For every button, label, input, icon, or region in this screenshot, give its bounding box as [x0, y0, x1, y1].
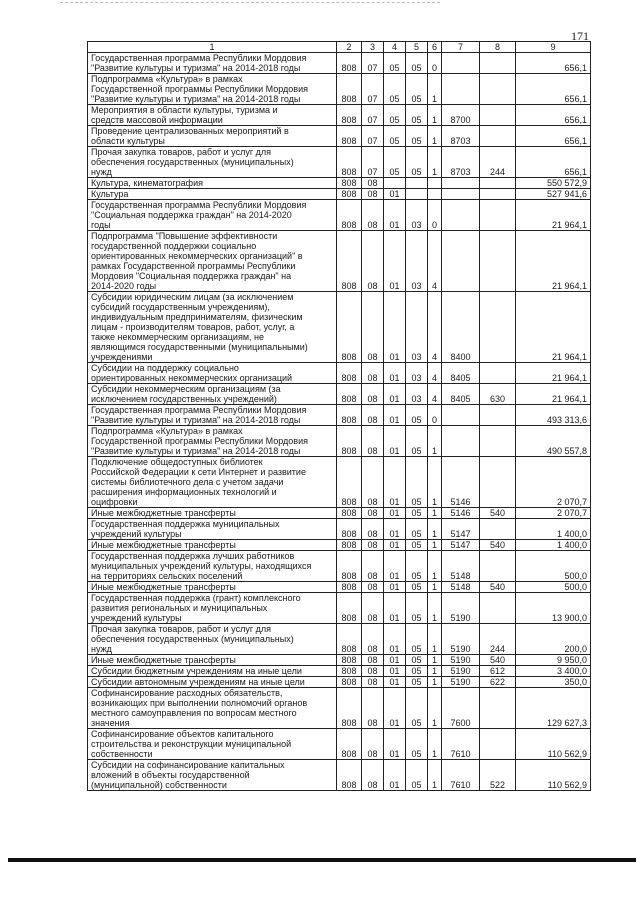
expense-type-code-cell: 540: [480, 582, 516, 593]
program-code-cell: [406, 189, 428, 200]
expense-type-code-cell: [480, 729, 516, 760]
row-name-cell: Государственная программа Республики Мордовия "Развитие культуры и туризма" на 2014-2018 годы: [88, 405, 337, 426]
admin-code-cell: 808: [337, 655, 362, 666]
section-code-cell: 08: [362, 405, 384, 426]
row-name-cell: Субсидии автономным учреждениям на иные цели: [88, 677, 337, 688]
target-code-cell: 5190: [442, 624, 480, 655]
program-code-cell: 05: [406, 688, 428, 729]
amount-cell: 500,0: [516, 551, 591, 582]
target-code-cell: 5190: [442, 655, 480, 666]
program-code-cell: 05: [406, 405, 428, 426]
subsection-code-cell: 01: [384, 760, 406, 791]
program-code-cell: 05: [406, 677, 428, 688]
section-code-cell: 08: [362, 200, 384, 231]
program-code-cell: 05: [406, 540, 428, 551]
target-code-cell: 5190: [442, 677, 480, 688]
amount-cell: 110 562,9: [516, 760, 591, 791]
subprogram-code-cell: 1: [428, 582, 442, 593]
admin-code-cell: 808: [337, 426, 362, 457]
row-name-cell: Государственная поддержка лучших работников муниципальных учреждений культуры, находящихся на территориях сельских поселений: [88, 551, 337, 582]
table-row: [88, 593, 591, 624]
page-number: 171: [571, 29, 589, 43]
subprogram-code-cell: 1: [428, 624, 442, 655]
expense-type-code-cell: 244: [480, 624, 516, 655]
target-code-cell: 5190: [442, 666, 480, 677]
program-code-cell: 05: [406, 508, 428, 519]
table-row: [88, 126, 591, 147]
admin-code-cell: 808: [337, 582, 362, 593]
subsection-code-cell: 01: [384, 519, 406, 540]
admin-code-cell: 808: [337, 593, 362, 624]
column-header: 7: [442, 42, 480, 53]
expense-type-code-cell: [480, 126, 516, 147]
section-code-cell: 08: [362, 519, 384, 540]
row-name-cell: Иные межбюджетные трансферты: [88, 508, 337, 519]
program-code-cell: 03: [406, 363, 428, 384]
section-code-cell: 08: [362, 426, 384, 457]
expense-type-code-cell: [480, 519, 516, 540]
program-code-cell: [406, 178, 428, 189]
table-row: [88, 189, 591, 200]
expense-type-code-cell: 540: [480, 508, 516, 519]
admin-code-cell: 808: [337, 677, 362, 688]
program-code-cell: 05: [406, 729, 428, 760]
amount-cell: 656,1: [516, 105, 591, 126]
row-name-cell: Культура, кинематография: [88, 178, 337, 189]
target-code-cell: [442, 74, 480, 105]
section-code-cell: 08: [362, 189, 384, 200]
table-row: [88, 655, 591, 666]
subsection-code-cell: 01: [384, 666, 406, 677]
row-name-cell: Государственная поддержка (грант) комплексного развития региональных и муниципальных учреждений культуры: [88, 593, 337, 624]
expense-type-code-cell: [480, 457, 516, 508]
expense-type-code-cell: [480, 200, 516, 231]
subprogram-code-cell: 1: [428, 508, 442, 519]
expense-type-code-cell: 540: [480, 655, 516, 666]
section-code-cell: 08: [362, 666, 384, 677]
amount-cell: 21 964,1: [516, 363, 591, 384]
subsection-code-cell: 01: [384, 540, 406, 551]
table-row: [88, 53, 591, 74]
section-code-cell: 08: [362, 363, 384, 384]
admin-code-cell: 808: [337, 508, 362, 519]
row-name-cell: Подпрограмма "Повышение эффективности государственной поддержки социально ориентированных некоммерческих организаций" в рамках Государственной программы Республики Мордовия "Социальная поддержка граждан" на 2014-2020 годы: [88, 231, 337, 292]
expense-type-code-cell: 622: [480, 677, 516, 688]
admin-code-cell: 808: [337, 729, 362, 760]
admin-code-cell: 808: [337, 363, 362, 384]
row-name-cell: Субсидии на поддержку социально ориентированных некоммерческих организаций: [88, 363, 337, 384]
subsection-code-cell: 01: [384, 551, 406, 582]
subprogram-code-cell: 4: [428, 292, 442, 363]
expense-type-code-cell: [480, 363, 516, 384]
target-code-cell: 7610: [442, 760, 480, 791]
table-row: [88, 457, 591, 508]
subprogram-code-cell: 0: [428, 53, 442, 74]
program-code-cell: 05: [406, 582, 428, 593]
admin-code-cell: 808: [337, 105, 362, 126]
expense-type-code-cell: 630: [480, 384, 516, 405]
table-row: [88, 508, 591, 519]
target-code-cell: 5190: [442, 593, 480, 624]
section-code-cell: 08: [362, 178, 384, 189]
target-code-cell: 8400: [442, 292, 480, 363]
admin-code-cell: 808: [337, 624, 362, 655]
row-name-cell: Подпрограмма «Культура» в рамках Государственной программы Республики Мордовия "Развитие культуры и туризма" на 2014-2018 годы: [88, 74, 337, 105]
column-header: 2: [337, 42, 362, 53]
subprogram-code-cell: 1: [428, 74, 442, 105]
subprogram-code-cell: 1: [428, 666, 442, 677]
admin-code-cell: 808: [337, 200, 362, 231]
subsection-code-cell: 01: [384, 363, 406, 384]
subsection-code-cell: 01: [384, 624, 406, 655]
column-header: 5: [406, 42, 428, 53]
column-header: 6: [428, 42, 442, 53]
expense-type-code-cell: [480, 105, 516, 126]
program-code-cell: 05: [406, 74, 428, 105]
amount-cell: 13 900,0: [516, 593, 591, 624]
target-code-cell: 8703: [442, 126, 480, 147]
expense-type-code-cell: 612: [480, 666, 516, 677]
subsection-code-cell: 01: [384, 582, 406, 593]
target-code-cell: 5146: [442, 508, 480, 519]
amount-cell: 1 400,0: [516, 540, 591, 551]
subsection-code-cell: 05: [384, 105, 406, 126]
expense-type-code-cell: [480, 189, 516, 200]
subprogram-code-cell: 1: [428, 426, 442, 457]
subprogram-code-cell: 1: [428, 593, 442, 624]
subsection-code-cell: 01: [384, 189, 406, 200]
expense-type-code-cell: 244: [480, 147, 516, 178]
section-code-cell: 07: [362, 126, 384, 147]
expense-type-code-cell: [480, 53, 516, 74]
amount-cell: 110 562,9: [516, 729, 591, 760]
row-name-cell: Субсидии юридическим лицам (за исключением субсидий государственным учреждениям), индивидуальным предпринимателям, физическим лицам - производителям товаров, работ, услуг, а также некоммерческим организациям, не являющимся государственными (муниципальными) учреждениями: [88, 292, 337, 363]
table-row: [88, 666, 591, 677]
section-code-cell: 07: [362, 105, 384, 126]
section-code-cell: 07: [362, 147, 384, 178]
row-name-cell: Подпрограмма «Культура» в рамках Государственной программы Республики Мордовия "Развитие культуры и туризма" на 2014-2018 годы: [88, 426, 337, 457]
table-row: [88, 200, 591, 231]
program-code-cell: 05: [406, 666, 428, 677]
section-code-cell: 08: [362, 655, 384, 666]
table-row: [88, 147, 591, 178]
expense-type-code-cell: 540: [480, 540, 516, 551]
program-code-cell: 05: [406, 457, 428, 508]
subsection-code-cell: 01: [384, 292, 406, 363]
amount-cell: 21 964,1: [516, 384, 591, 405]
subsection-code-cell: 01: [384, 405, 406, 426]
section-code-cell: 08: [362, 760, 384, 791]
amount-cell: 21 964,1: [516, 292, 591, 363]
program-code-cell: 05: [406, 593, 428, 624]
amount-cell: 550 572,9: [516, 178, 591, 189]
subprogram-code-cell: 1: [428, 655, 442, 666]
expense-type-code-cell: [480, 231, 516, 292]
amount-cell: 656,1: [516, 53, 591, 74]
expense-type-code-cell: [480, 688, 516, 729]
amount-cell: 656,1: [516, 147, 591, 178]
target-code-cell: 7600: [442, 688, 480, 729]
program-code-cell: 05: [406, 760, 428, 791]
target-code-cell: 8405: [442, 384, 480, 405]
subprogram-code-cell: 1: [428, 147, 442, 178]
program-code-cell: 05: [406, 126, 428, 147]
admin-code-cell: 808: [337, 457, 362, 508]
target-code-cell: 5147: [442, 540, 480, 551]
row-name-cell: Субсидии на софинансирование капитальных вложений в объекты государственной (муниципальной) собственности: [88, 760, 337, 791]
section-code-cell: 08: [362, 457, 384, 508]
subsection-code-cell: 05: [384, 147, 406, 178]
row-name-cell: Иные межбюджетные трансферты: [88, 540, 337, 551]
row-name-cell: Иные межбюджетные трансферты: [88, 655, 337, 666]
target-code-cell: 5146: [442, 457, 480, 508]
admin-code-cell: 808: [337, 540, 362, 551]
amount-cell: 500,0: [516, 582, 591, 593]
target-code-cell: 8405: [442, 363, 480, 384]
section-code-cell: 07: [362, 53, 384, 74]
row-name-cell: Прочая закупка товаров, работ и услуг для обеспечения государственных (муниципальных) нужд: [88, 147, 337, 178]
subprogram-code-cell: 1: [428, 551, 442, 582]
target-code-cell: 8700: [442, 105, 480, 126]
target-code-cell: [442, 178, 480, 189]
subprogram-code-cell: [428, 178, 442, 189]
program-code-cell: 05: [406, 53, 428, 74]
row-name-cell: Государственная программа Республики Мордовия "Социальная поддержка граждан" на 2014-2020 годы: [88, 200, 337, 231]
admin-code-cell: 808: [337, 551, 362, 582]
subsection-code-cell: 01: [384, 200, 406, 231]
subprogram-code-cell: 1: [428, 688, 442, 729]
target-code-cell: 5148: [442, 551, 480, 582]
subsection-code-cell: 01: [384, 677, 406, 688]
amount-cell: 350,0: [516, 677, 591, 688]
row-name-cell: Софинансирование объектов капитального строительства и реконструкции муниципальной собственности: [88, 729, 337, 760]
table-row: [88, 363, 591, 384]
row-name-cell: Субсидии бюджетным учреждениям на иные цели: [88, 666, 337, 677]
row-name-cell: Мероприятия в области культуры, туризма и средств массовой информации: [88, 105, 337, 126]
table-row: [88, 426, 591, 457]
subprogram-code-cell: 4: [428, 384, 442, 405]
subsection-code-cell: 01: [384, 593, 406, 624]
amount-cell: 490 557,8: [516, 426, 591, 457]
amount-cell: 9 950,0: [516, 655, 591, 666]
expense-type-code-cell: [480, 405, 516, 426]
column-header: 4: [384, 42, 406, 53]
amount-cell: 2 070,7: [516, 508, 591, 519]
row-name-cell: Культура: [88, 189, 337, 200]
column-header: 1: [88, 42, 337, 53]
amount-cell: 21 964,1: [516, 231, 591, 292]
target-code-cell: [442, 426, 480, 457]
section-code-cell: 08: [362, 540, 384, 551]
target-code-cell: 5148: [442, 582, 480, 593]
table-row: [88, 384, 591, 405]
section-code-cell: 08: [362, 582, 384, 593]
subprogram-code-cell: 1: [428, 126, 442, 147]
amount-cell: 129 627,3: [516, 688, 591, 729]
admin-code-cell: 808: [337, 74, 362, 105]
table-row: [88, 105, 591, 126]
expense-type-code-cell: [480, 292, 516, 363]
table-row: [88, 519, 591, 540]
admin-code-cell: 808: [337, 147, 362, 178]
subsection-code-cell: 01: [384, 231, 406, 292]
subprogram-code-cell: 0: [428, 200, 442, 231]
target-code-cell: [442, 231, 480, 292]
admin-code-cell: 808: [337, 292, 362, 363]
expense-type-code-cell: 522: [480, 760, 516, 791]
subsection-code-cell: 01: [384, 457, 406, 508]
amount-cell: 2 070,7: [516, 457, 591, 508]
column-header: 3: [362, 42, 384, 53]
row-name-cell: Субсидии некоммерческим организациям (за исключением государственных учреждений): [88, 384, 337, 405]
program-code-cell: 03: [406, 292, 428, 363]
subprogram-code-cell: 1: [428, 729, 442, 760]
admin-code-cell: 808: [337, 760, 362, 791]
row-name-cell: Прочая закупка товаров, работ и услуг для обеспечения государственных (муниципальных) нужд: [88, 624, 337, 655]
subsection-code-cell: 01: [384, 729, 406, 760]
section-code-cell: 08: [362, 624, 384, 655]
table-row: [88, 729, 591, 760]
target-code-cell: [442, 189, 480, 200]
budget-table: [87, 41, 591, 791]
amount-cell: 200,0: [516, 624, 591, 655]
section-code-cell: 08: [362, 231, 384, 292]
subprogram-code-cell: 1: [428, 677, 442, 688]
row-name-cell: Подключение общедоступных библиотек Российской Федерации к сети Интернет и развитие системы библиотечного дела с учетом задачи расширения информационных технологий и оцифровки: [88, 457, 337, 508]
admin-code-cell: 808: [337, 688, 362, 729]
table-row: [88, 624, 591, 655]
program-code-cell: 03: [406, 231, 428, 292]
table-header-row: [88, 42, 591, 53]
row-name-cell: Государственная программа Республики Мордовия "Развитие культуры и туризма" на 2014-2018 годы: [88, 53, 337, 74]
row-name-cell: Иные межбюджетные трансферты: [88, 582, 337, 593]
table-row: [88, 677, 591, 688]
subsection-code-cell: 05: [384, 74, 406, 105]
scan-artifact: [60, 2, 440, 4]
table-row: [88, 405, 591, 426]
subprogram-code-cell: 1: [428, 519, 442, 540]
subprogram-code-cell: 4: [428, 231, 442, 292]
section-code-cell: 08: [362, 292, 384, 363]
program-code-cell: 05: [406, 426, 428, 457]
admin-code-cell: 808: [337, 519, 362, 540]
program-code-cell: 05: [406, 105, 428, 126]
section-code-cell: 08: [362, 384, 384, 405]
target-code-cell: 8703: [442, 147, 480, 178]
subprogram-code-cell: 1: [428, 105, 442, 126]
table-row: [88, 582, 591, 593]
subsection-code-cell: 05: [384, 53, 406, 74]
program-code-cell: 05: [406, 519, 428, 540]
subprogram-code-cell: 1: [428, 540, 442, 551]
amount-cell: 493 313,6: [516, 405, 591, 426]
section-code-cell: 08: [362, 677, 384, 688]
row-name-cell: Софинансирование расходных обязательств, возникающих при выполнении полномочий органов местного самоуправления по вопросам местного значения: [88, 688, 337, 729]
section-code-cell: 08: [362, 508, 384, 519]
subprogram-code-cell: [428, 189, 442, 200]
section-code-cell: 08: [362, 688, 384, 729]
expense-type-code-cell: [480, 551, 516, 582]
program-code-cell: 03: [406, 384, 428, 405]
target-code-cell: [442, 200, 480, 231]
subsection-code-cell: 05: [384, 126, 406, 147]
subprogram-code-cell: 1: [428, 457, 442, 508]
program-code-cell: 05: [406, 147, 428, 178]
amount-cell: 527 941,6: [516, 189, 591, 200]
expense-type-code-cell: [480, 426, 516, 457]
section-code-cell: 08: [362, 551, 384, 582]
subsection-code-cell: 01: [384, 426, 406, 457]
program-code-cell: 05: [406, 655, 428, 666]
program-code-cell: 05: [406, 551, 428, 582]
admin-code-cell: 808: [337, 405, 362, 426]
table-row: [88, 551, 591, 582]
table-row: [88, 178, 591, 189]
subsection-code-cell: 01: [384, 384, 406, 405]
column-header: 9: [516, 42, 591, 53]
admin-code-cell: 808: [337, 126, 362, 147]
program-code-cell: 03: [406, 200, 428, 231]
amount-cell: 3 400,0: [516, 666, 591, 677]
table-row: [88, 540, 591, 551]
amount-cell: 656,1: [516, 126, 591, 147]
table-row: [88, 688, 591, 729]
column-header: 8: [480, 42, 516, 53]
admin-code-cell: 808: [337, 666, 362, 677]
row-name-cell: Государственная поддержка муниципальных учреждений культуры: [88, 519, 337, 540]
table-row: [88, 74, 591, 105]
amount-cell: 21 964,1: [516, 200, 591, 231]
subprogram-code-cell: 4: [428, 363, 442, 384]
target-code-cell: [442, 53, 480, 74]
section-code-cell: 08: [362, 593, 384, 624]
admin-code-cell: 808: [337, 53, 362, 74]
subprogram-code-cell: 1: [428, 760, 442, 791]
expense-type-code-cell: [480, 178, 516, 189]
expense-type-code-cell: [480, 74, 516, 105]
amount-cell: 1 400,0: [516, 519, 591, 540]
expense-type-code-cell: [480, 593, 516, 624]
table-row: [88, 231, 591, 292]
admin-code-cell: 808: [337, 384, 362, 405]
section-code-cell: 08: [362, 729, 384, 760]
subsection-code-cell: 01: [384, 508, 406, 519]
row-name-cell: Проведение централизованных мероприятий в области культуры: [88, 126, 337, 147]
page-bottom-rule: [8, 858, 636, 862]
program-code-cell: 05: [406, 624, 428, 655]
table-row: [88, 292, 591, 363]
table-row: [88, 760, 591, 791]
admin-code-cell: 808: [337, 178, 362, 189]
target-code-cell: 7610: [442, 729, 480, 760]
subsection-code-cell: 01: [384, 655, 406, 666]
amount-cell: 656,1: [516, 74, 591, 105]
admin-code-cell: 808: [337, 189, 362, 200]
admin-code-cell: 808: [337, 231, 362, 292]
section-code-cell: 07: [362, 74, 384, 105]
subsection-code-cell: [384, 178, 406, 189]
subsection-code-cell: 01: [384, 688, 406, 729]
target-code-cell: [442, 405, 480, 426]
subprogram-code-cell: 0: [428, 405, 442, 426]
target-code-cell: 5147: [442, 519, 480, 540]
